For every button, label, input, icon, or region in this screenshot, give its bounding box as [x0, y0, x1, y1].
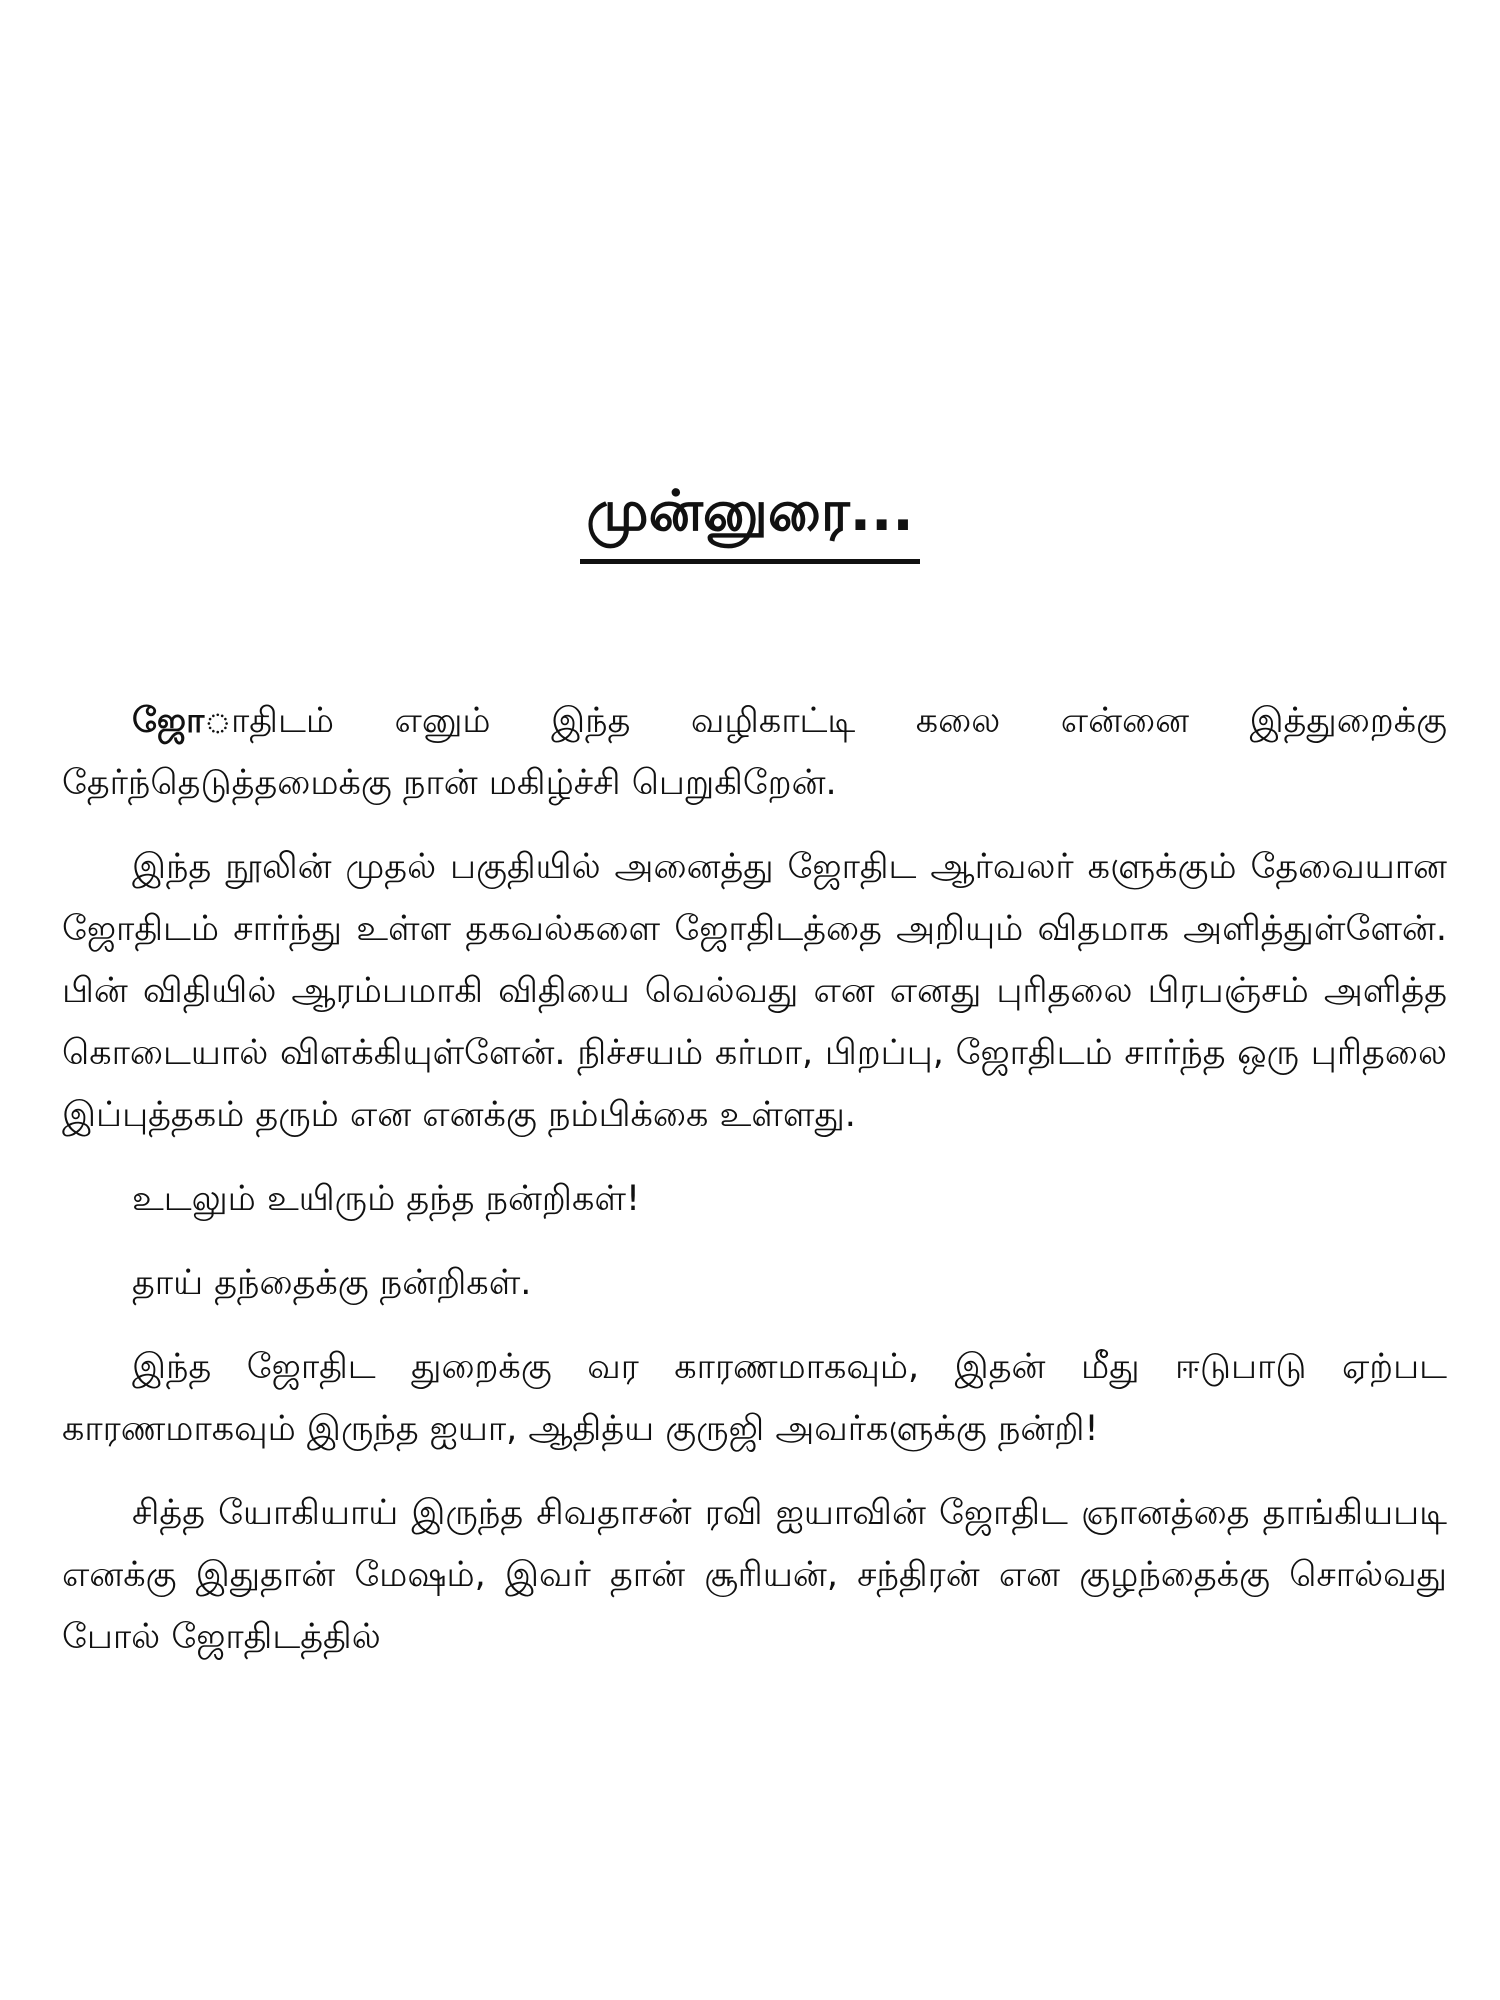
paragraph-5: இந்த ஜோதிட துறைக்கு வர காரணமாகவும், இதன் மீது ஈடுபாடு ஏற்பட காரணமாகவும் இருந்த ஐயா, ஆதித்ய குருஜி அவர்களுக்கு நன்றி!: [62, 1347, 1447, 1449]
paragraph-1-text: ாதிடம் எனும் இந்த வழிகாட்டி கலை என்னை இத்துறைக்கு தேர்ந்தெடுத்தமைக்கு நான் மகிழ்ச்சி பெறுகிறேன்.: [62, 701, 1447, 803]
paragraph-2: இந்த நூலின் முதல் பகுதியில் அனைத்து ஜோதிட ஆர்வலர் களுக்கும் தேவையான ஜோதிடம் சார்ந்து உள்ள தகவல்களை ஜோதிடத்தை அறியும் விதமாக அளித்துள்ளேன். பின் விதியில் ஆரம்பமாகி விதியை வெல்வது என எனது புரிதலை பிரபஞ்சம் அளித்த கொடையால் விளக்கியுள்ளேன். நிச்சயம் கர்மா, பிறப்பு, ஜோதிடம் சார்ந்த ஒரு புரிதலை இப்புத்தகம் தரும் என எனக்கு நம்பிக்கை உள்ளது.: [62, 847, 1447, 1135]
paragraph-4: தாய் தந்தைக்கு நன்றிகள்.: [132, 1263, 532, 1303]
paragraph-1-lead: ஜோ: [132, 701, 205, 741]
document-body: [62, 690, 1447, 1690]
title-container: [0, 478, 1500, 564]
page-title: முன்னுரை...: [580, 478, 919, 564]
paragraph-3: உடலும் உயிரும் தந்த நன்றிகள்!: [132, 1179, 641, 1219]
paragraph-6: சித்த யோகியாய் இருந்த சிவதாசன் ரவி ஐயாவின் ஜோதிட ஞானத்தை தாங்கியபடி எனக்கு இதுதான் மேஷம், இவர் தான் சூரியன், சந்திரன் என குழந்தைக்கு சொல்வது போல் ஜோதிடத்தில்: [62, 1493, 1447, 1657]
paragraph-1: [62, 690, 1447, 814]
